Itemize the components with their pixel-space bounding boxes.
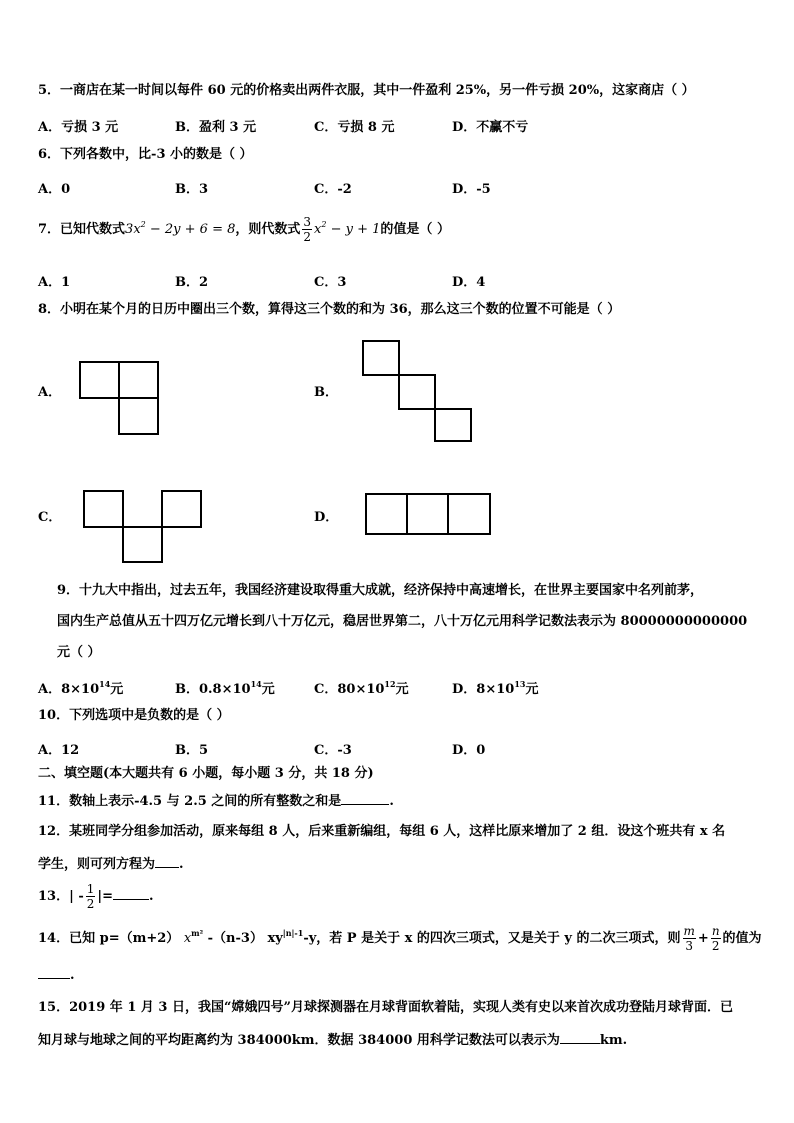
q12-answer-blank — [155, 855, 179, 868]
section-2-heading: 二、填空题(本大题共有 6 小题，每小题 3 分，共 18 分) — [38, 766, 374, 781]
q15-line-1: 15．2019 年 1 月 3 日，我国“嫦娥四号”月球探测器在月球背面软着陆，实现人类有史以来首次成功登陆月球背面．已 — [38, 1000, 733, 1015]
q6-option-a: A．0 — [38, 182, 71, 197]
q8-figure-a — [78, 360, 162, 438]
q5-option-d: D．不赢不亏 — [452, 120, 529, 135]
q9-line-2: 国内生产总值从五十四万亿元增长到八十万亿元，稳居世界第二，八十万亿元用科学记数法表示为 80000000000000 — [57, 614, 748, 629]
q7-option-a: A．1 — [38, 275, 71, 290]
q11-answer-blank — [341, 792, 389, 805]
q8-figure-b — [361, 339, 475, 443]
q8-label-b: B． — [314, 385, 338, 400]
q5-stem: 5．一商店在某一时间以每件 60 元的价格卖出两件衣服，其中一件盈利 25%，另一件亏损 20%，这家商店（ ） — [38, 83, 695, 98]
q7-option-d: D．4 — [452, 275, 486, 290]
q9-option-b: B．$0.8\times 10^{14}$元 — [175, 679, 275, 697]
q6-stem: 6．下列各数中，比-3 小的数是（ ） — [38, 147, 253, 162]
q8-stem: 8．小明在某个月的日历中圈出三个数，算得这三个数的和为 36，那么这三个数的位置不可能是（ ） — [38, 302, 621, 317]
q13-answer-blank — [113, 887, 149, 900]
q7-suffix: 的值是（ ） — [380, 222, 450, 237]
q6-option-c: C．-2 — [314, 182, 352, 197]
q9-option-a: A．$8\times 10^{14}$元 — [38, 679, 124, 697]
q8-figure-d — [364, 492, 494, 536]
q10-stem: 10．下列选项中是负数的是（ ） — [38, 708, 230, 723]
q11: 11．数轴上表示-4.5 与 2.5 之间的所有整数之和是 . — [38, 794, 394, 809]
q8-label-a: A． — [38, 385, 62, 400]
q7-expression-2: $x^2 - y + 1$ — [314, 220, 381, 237]
q7-middle: ，则代数式 — [235, 222, 301, 237]
q9-line-1: 9．十九大中指出，过去五年，我国经济建设取得重大成就，经济保持中高速增长，在世界主要国家中名列前茅， — [57, 583, 704, 598]
q13: 13．| - $\frac{1}{2}$ |= . — [38, 882, 154, 911]
q5-option-c: C．亏损 8 元 — [314, 120, 395, 135]
q10-option-d: D．0 — [452, 743, 486, 758]
q9-option-d: D．$8\times 10^{13}$元 — [452, 679, 539, 697]
q10-option-a: A．12 — [38, 743, 80, 758]
q6-option-b: B．3 — [175, 182, 209, 197]
q7-expression-1: $3x^2 - 2y + 6 = 8$ — [125, 220, 236, 237]
q14-fraction-n: $\frac{n}{2}$ — [711, 924, 720, 953]
q7-stem — [38, 215, 450, 245]
q9-line-3: 元（ ） — [57, 645, 101, 660]
q12-line-1: 12．某班同学分组参加活动，原来每组 8 人，后来重新编组，每组 6 人，这样比原来增加了 2 组．设这个班共有 x 名 — [38, 824, 726, 839]
q10-option-b: B．5 — [175, 743, 209, 758]
q9-option-c: C．$80\times 10^{12}$元 — [314, 679, 409, 697]
q14-fraction-m: $\frac{m}{3}$ — [683, 924, 695, 953]
q7-fraction: $\frac{3}{2}$ — [303, 215, 312, 244]
q14-line-2: . — [38, 966, 75, 984]
q10-option-c: C．-3 — [314, 743, 352, 758]
q15-answer-blank — [560, 1031, 600, 1044]
q8-figure-c — [82, 489, 204, 565]
q15-line-2: 知月球与地球之间的平均距离约为 384000km．数据 384000 用科学记数法可以表示为 km. — [38, 1033, 628, 1048]
q7-prefix: 7．已知代数式 — [38, 222, 126, 237]
q6-option-d: D．-5 — [452, 182, 491, 197]
q13-fraction: $\frac{1}{2}$ — [86, 882, 95, 911]
q5-option-b: B．盈利 3 元 — [175, 120, 257, 135]
q12-line-2: 学生，则可列方程为 . — [38, 857, 184, 872]
q14-line-1: 14．已知 p=（m+2） $x^{m^2}$ -（n-3） $xy^{|n|-1}-y$，若 P 是关于 x 的四次三项式，又是关于 y 的二次三项式，则 $\frac{m}{3}$ + $\frac{n}{2}$ 的值为 — [38, 924, 762, 953]
q7-option-b: B．2 — [175, 275, 209, 290]
q7-option-c: C．3 — [314, 275, 347, 290]
q14-answer-blank — [38, 966, 70, 979]
q8-label-c: C． — [38, 510, 62, 525]
q8-label-d: D． — [314, 510, 339, 525]
q5-option-a: A．亏损 3 元 — [38, 120, 119, 135]
